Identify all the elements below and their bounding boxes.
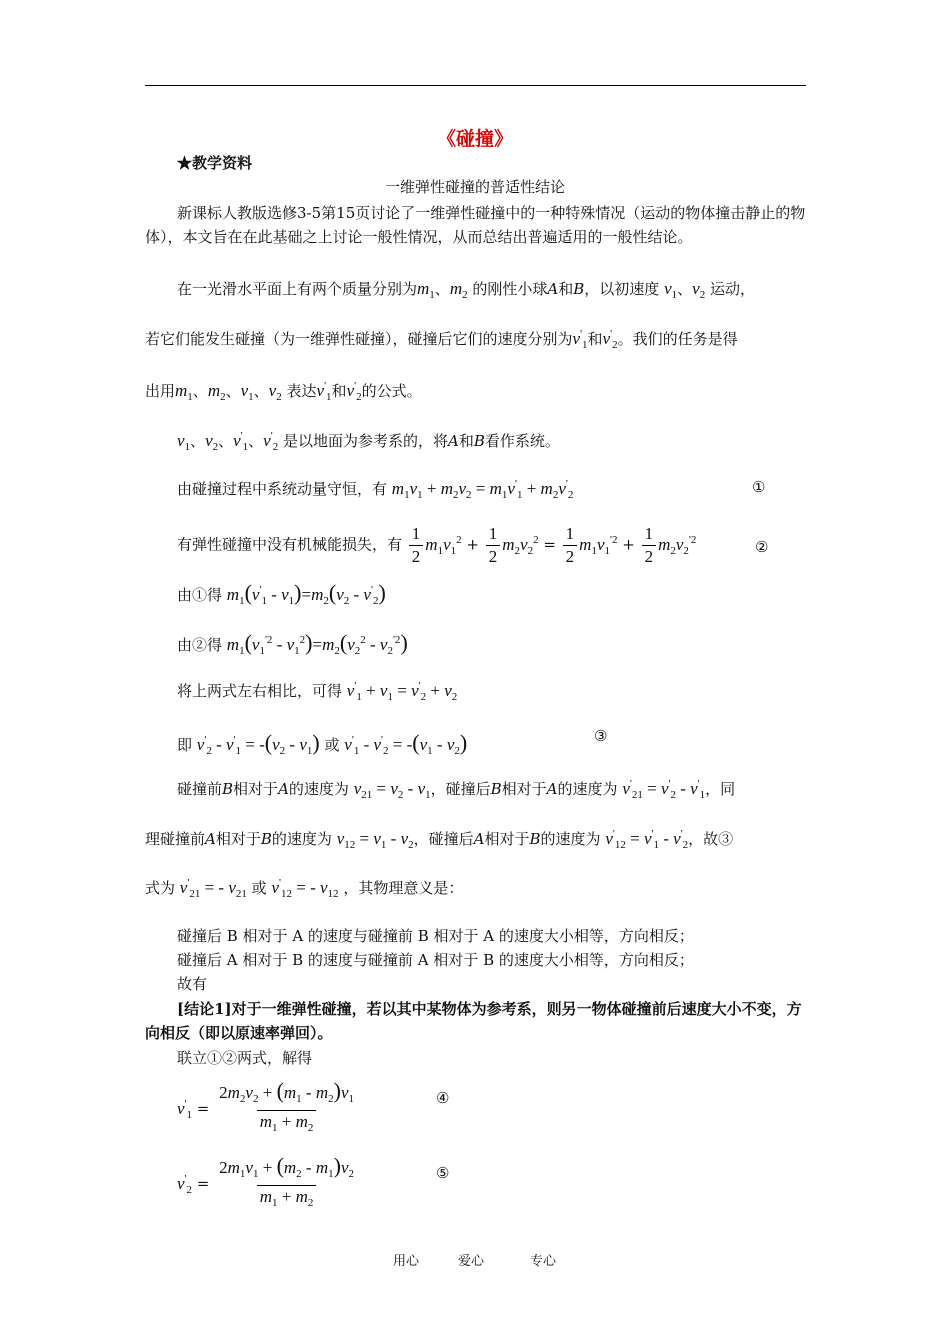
solve-line: 联立①②两式，解得 (177, 1049, 313, 1067)
equation-number-5: ⑤ (436, 1164, 450, 1182)
setup-line-2: 若它们能发生碰撞（为一维弹性碰撞），碰撞后它们的速度分别为$v'_1$和$v'_2$。我们的任务是得 (145, 328, 738, 351)
relative-velocity-line-2: 理碰撞前A相对于B的速度为 $v_{12} = v_1 - v_2$，碰撞后A相对于B的速度为 $v'_{12} = v'_1 - v'_2$，故③ (145, 828, 734, 851)
derived-equation-1: 由①得 $m_1(v'_1 - v_1)=m_2(v_2 - v'_2)$ (177, 580, 386, 607)
page-title: 《碰撞》 (436, 128, 513, 150)
section-heading: ★教学资料 (177, 154, 253, 172)
conclusion-1: [结论1]对于一维弹性碰撞，若以其中某物体为参考系，则另一物体碰撞前后速度大小不变，方向相反（即以原速率弹回）。 (145, 1000, 802, 1042)
therefore-line: 故有 (177, 975, 208, 993)
relative-velocity-equation: 即 $v'_2 - v'_1 = -(v_2 - v_1)$ 或 $v'_1 - v'_2 = -(v_1 - v_2)$ (177, 730, 468, 757)
meaning-line-2: 碰撞后 A 相对于 B 的速度与碰撞前 A 相对于 B 的速度大小相等，方向相反； (177, 951, 694, 969)
result-equation-5: $v'_2$ = $\frac{2m_1v_1 + (m_2 - m_1)v_2}{m_1 + m_2}$ (177, 1155, 359, 1214)
intro-paragraph: 新课标人教版选修3-5第15页讨论了一维弹性碰撞中的一种特殊情况（运动的物体撞击静止的物体），本文旨在在此基础之上讨论一般性情况，从而总结出普遍适用的一般性结论。 (145, 204, 806, 246)
equation-number-4: ④ (436, 1089, 450, 1107)
reference-frame-line: $v_1$、$v_2$、$v'_1$、$v'_2$ 是以地面为参考系的，将A和B看作系统。 (177, 430, 560, 453)
setup-line-3: 出用$m_1$、$m_2$、$v_1$、$v_2$ 表达$v'_1$和$v'_2$的公式。 (145, 380, 422, 403)
setup-line-1: 在一光滑水平面上有两个质量分别为$m_1$、$m_2$ 的刚性小球A和B，以初速度 $v_1$、$v_2$ 运动， (177, 279, 755, 301)
momentum-equation: 由碰撞过程中系统动量守恒，有 $m_1v_1 + m_2v_2 = m_1v'_1 + m_2v'_2$ (177, 478, 574, 501)
derived-equation-2: 由②得 $m_1(v_1^{'2} - v_1^2)=m_2(v_2^2 - v_2^{'2})$ (177, 630, 408, 657)
energy-equation: 有弹性碰撞中没有机械能损失，有 $\frac{1}{2}$ $m_1v_1^2$ + $\frac{1}{2}$ $m_2v_2^2$ = $\frac{1}{2}$ $m_1v_1^{'2}$ + $\frac{1}{2}$ $m_2v_2^{'2}$ (177, 524, 697, 566)
equation-number-1: ① (752, 478, 766, 496)
footer-text-1: 用心 (393, 1254, 420, 1269)
result-equation-4: $v'_1$ = $\frac{2m_2v_2 + (m_1 - m_2)v_1}{m_1 + m_2}$ (177, 1080, 359, 1139)
equation-number-3: ③ (594, 727, 608, 745)
meaning-line-1: 碰撞后 B 相对于 A 的速度与碰撞前 B 相对于 A 的速度大小相等，方向相反； (177, 927, 694, 945)
footer-text-2: 爱心 (458, 1254, 485, 1269)
relative-velocity-line-3: 式为 $v'_{21}$ = - $v_{21}$ 或 $v'_{12}$ = - $v_{12}$ ，其物理意义是： (145, 877, 464, 900)
ratio-equation: 将上两式左右相比，可得 $v'_1 + v_1 = v'_2 + v_2$ (177, 680, 458, 703)
footer-text-3: 专心 (530, 1254, 557, 1269)
relative-velocity-line-1: 碰撞前B相对于A的速度为 $v_{21} = v_2 - v_1$，碰撞后B相对于A的速度为 $v'_{21} = v'_2 - v'_1$，同 (177, 778, 736, 801)
article-subtitle: 一维弹性碰撞的普适性结论 (384, 178, 565, 196)
equation-number-2: ② (755, 538, 769, 556)
header-rule (145, 85, 806, 86)
